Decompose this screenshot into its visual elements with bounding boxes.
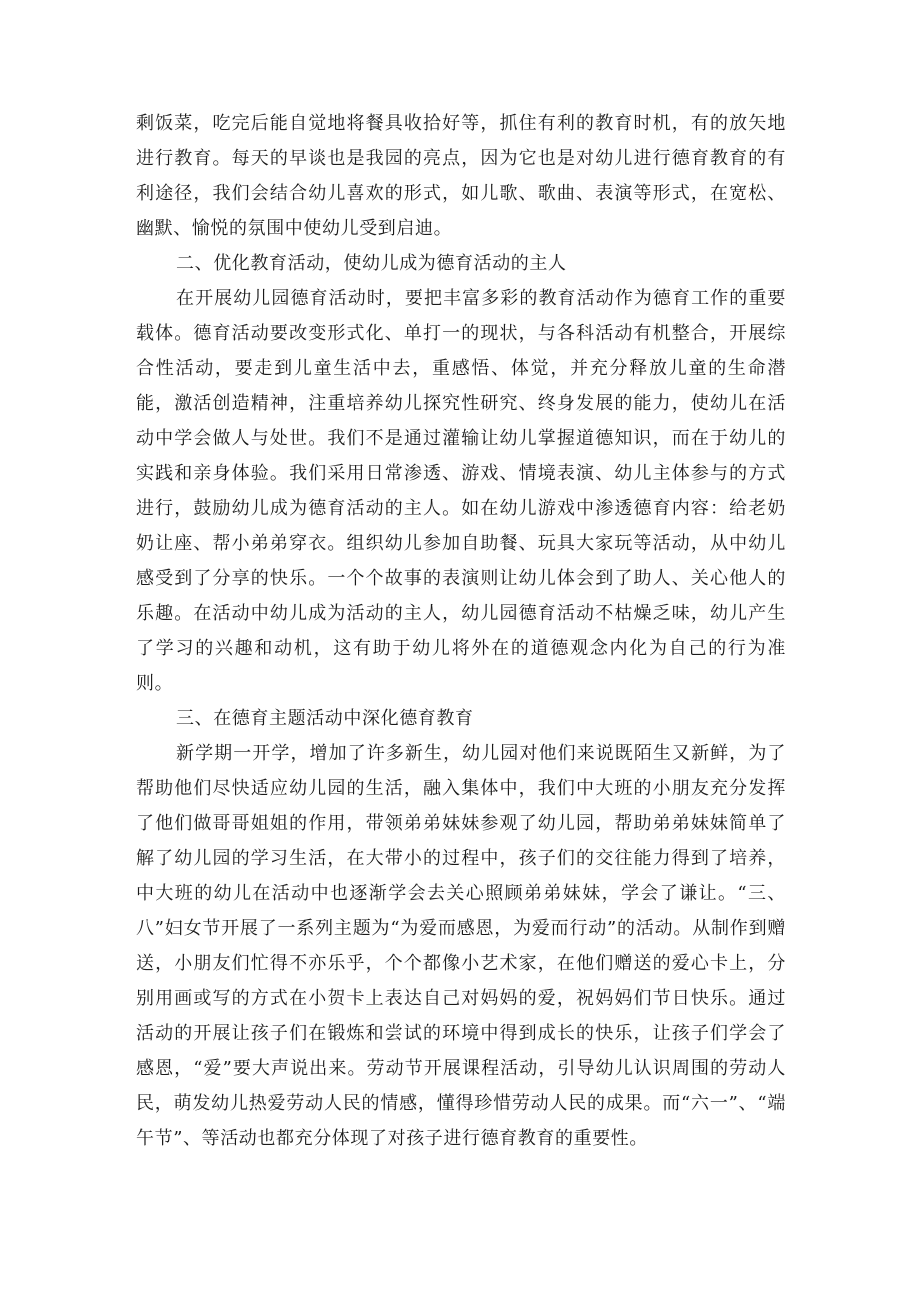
- section-heading-2: 二、优化教育活动，使幼儿成为德育活动的主人: [176, 253, 567, 274]
- paragraph-section-3: 新学期一开学，增加了许多新生，幼儿园对他们来说既陌生又新鲜，为了帮助他们尽快适应幼儿园的生活，融入集体中，我们中大班的小朋友充分发挥了他们做哥哥姐姐的作用，带领弟弟妹妹参观了幼儿园，帮助弟弟妹妹简单了解了幼儿园的学习生活，在大带小的过程中，孩子们的交往能力得到了培养，中大班的幼儿在活动中也逐渐学会去关心照顾弟弟妹妹，学会了谦让。“三、八”妇女节开展了一系列主题为“为爱而感恩，为爱而行动”的活动。从制作到赠送，小朋友们忙得不亦乐乎，个个都像小艺术家，在他们赠送的爱心卡上，分别用画或写的方式在小贺卡上表达自己对妈妈的爱，祝妈妈们节日快乐。通过活动的开展让孩子们在锻炼和尝试的环境中得到成长的快乐，让孩子们学会了感恩，“爱”要大声说出来。劳动节开展课程活动，引导幼儿认识周围的劳动人民，萌发幼儿热爱劳动人民的情感，懂得珍惜劳动人民的成果。而“六一”、“端午节”、等活动也都充分体现了对孩子进行德育教育的重要性。: [136, 743, 786, 1149]
- section-heading-3: 三、在德育主题活动中深化德育教育: [176, 708, 474, 729]
- paragraph-continuation: 剩饭菜，吃完后能自觉地将餐具收拾好等，抓住有利的教育时机，有的放矢地进行教育。每天的早谈也是我园的亮点，因为它也是对幼儿进行德育教育的有利途径，我们会结合幼儿喜欢的形式，如儿歌、歌曲、表演等形式，在宽松、幽默、愉悦的氛围中使幼儿受到启迪。: [136, 113, 786, 239]
- paragraph-section-2: 在开展幼儿园德育活动时，要把丰富多彩的教育活动作为德育工作的重要载体。德育活动要改变形式化、单打一的现状，与各科活动有机整合，开展综合性活动，要走到儿童生活中去，重感悟、体觉，并充分释放儿童的生命潜能，激活创造精神，注重培养幼儿探究性研究、终身发展的能力，使幼儿在活动中学会做人与处世。我们不是通过灌输让幼儿掌握道德知识，而在于幼儿的实践和亲身体验。我们采用日常渗透、游戏、情境表演、幼儿主体参与的方式进行，鼓励幼儿成为德育活动的主人。如在幼儿游戏中渗透德育内容：给老奶奶让座、帮小弟弟穿衣。组织幼儿参加自助餐、玩具大家玩等活动，从中幼儿感受到了分享的快乐。一个个故事的表演则让幼儿体会到了助人、关心他人的乐趣。在活动中幼儿成为活动的主人，幼儿园德育活动不枯燥乏味，幼儿产生了学习的兴趣和动机，这有助于幼儿将外在的道德观念内化为自己的行为准则。: [136, 288, 786, 694]
- document-body: [136, 106, 786, 1156]
